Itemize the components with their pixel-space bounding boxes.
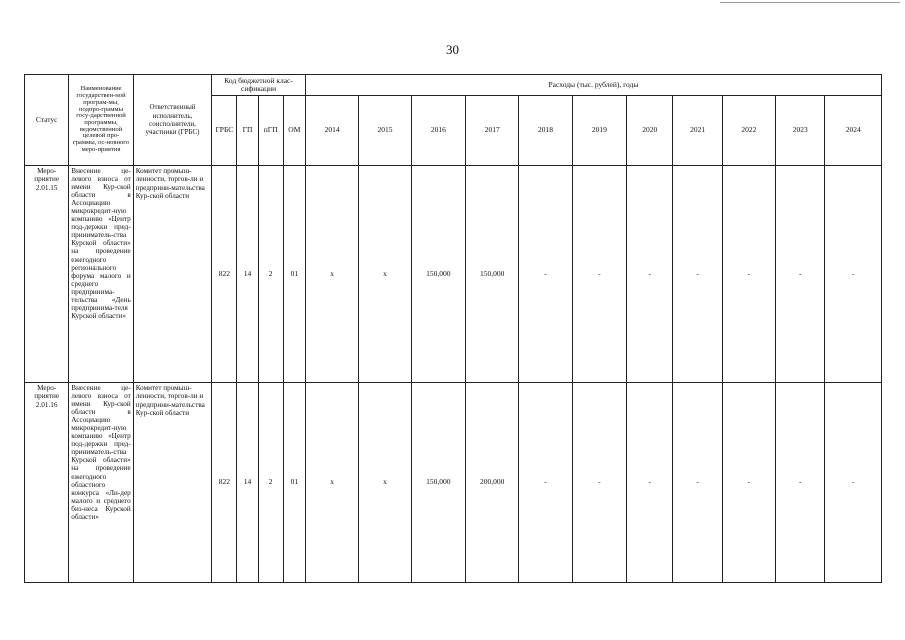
header-status: Статус xyxy=(25,75,69,166)
header-year-2018: 2018 xyxy=(519,96,572,166)
row-value-2018: - xyxy=(519,166,572,383)
header-year-2022: 2022 xyxy=(722,96,775,166)
row-value-2023: - xyxy=(776,383,825,583)
row-code-pgp: 2 xyxy=(258,383,283,583)
row-value-2016: 150,000 xyxy=(411,383,465,583)
row-code-pgp: 2 xyxy=(258,166,283,383)
row-value-2020: - xyxy=(627,166,673,383)
row-value-2020: - xyxy=(627,383,673,583)
header-year-2023: 2023 xyxy=(776,96,825,166)
row-value-2023: - xyxy=(776,166,825,383)
header-year-2016: 2016 xyxy=(411,96,465,166)
header-expenses: Расходы (тыс. рублей), годы xyxy=(305,75,881,96)
row-code-om: 01 xyxy=(283,383,305,583)
row-value-2015: х xyxy=(359,166,411,383)
table-row xyxy=(25,166,882,383)
row-status: Меро-приятие 2.01.16 xyxy=(25,383,69,583)
row-name: Внесение це-левого взноса от имени Кур-ской области в Ассоциацию микрокредит-ную компанию «Центр под-держки пред-приниматель-ства Курской области» на проведение ежегодного регионального форума малого и среднего предпринима-тельства «День предпринима-теля Курской области» xyxy=(69,166,133,383)
header-code-gp: ГП xyxy=(237,96,258,166)
row-value-2017: 200,000 xyxy=(466,383,519,583)
top-rule xyxy=(720,2,900,3)
header-budget-code: Код бюджетной клас-сификации xyxy=(212,75,306,96)
header-year-2017: 2017 xyxy=(466,96,519,166)
header-year-2024: 2024 xyxy=(825,96,882,166)
row-value-2022: - xyxy=(722,383,775,583)
header-executor: Ответственный исполнитель, соисполнители, участники (ГРБС) xyxy=(133,75,212,166)
row-value-2015: х xyxy=(359,383,411,583)
page-number: 30 xyxy=(446,42,459,57)
budget-table xyxy=(24,74,882,583)
header-year-2014: 2014 xyxy=(305,96,358,166)
header-year-2015: 2015 xyxy=(359,96,411,166)
row-code-gp: 14 xyxy=(237,166,258,383)
row-value-2017: 150,000 xyxy=(466,166,519,383)
table-row xyxy=(25,383,882,583)
row-code-om: 01 xyxy=(283,166,305,383)
row-value-2018: - xyxy=(519,383,572,583)
row-value-2024: - xyxy=(825,166,882,383)
header-year-2020: 2020 xyxy=(627,96,673,166)
header-code-pgp: пГП xyxy=(258,96,283,166)
row-value-2021: - xyxy=(673,166,722,383)
row-executor: Комитет промыш-ленности, торгов-ли и предприни-мательства Кур-ской области xyxy=(133,166,212,383)
row-code-grbs: 822 xyxy=(212,383,237,583)
row-code-grbs: 822 xyxy=(212,166,237,383)
row-value-2016: 150,000 xyxy=(411,166,465,383)
row-code-gp: 14 xyxy=(237,383,258,583)
row-value-2021: - xyxy=(673,383,722,583)
header-program-name: Наименование государствен-ной програм-мы, подпро-граммы госу-дарственной программы, ведомственной целевой про-граммы, ос-новного меро-приятия xyxy=(69,75,133,166)
header-year-2021: 2021 xyxy=(673,96,722,166)
header-code-grbs: ГРБС xyxy=(212,96,237,166)
row-value-2024: - xyxy=(825,383,882,583)
row-executor: Комитет промыш-ленности, торгов-ли и предприни-мательства Кур-ской области xyxy=(133,383,212,583)
header-year-2019: 2019 xyxy=(572,96,626,166)
header-row-1 xyxy=(25,75,882,96)
row-value-2022: - xyxy=(722,166,775,383)
row-status: Меро-приятие 2.01.15 xyxy=(25,166,69,383)
row-value-2019: - xyxy=(572,383,626,583)
header-code-om: ОМ xyxy=(283,96,305,166)
row-value-2014: х xyxy=(305,383,358,583)
row-name: Внесение це-левого взноса от имени Кур-ской области в Ассоциацию микрокредит-ную компанию «Центр под-держки пред-приниматель-ства Курской области» на проведение ежегодного областного конкурса «Ли-дер малого и среднего биз-неса Курской области» xyxy=(69,383,133,583)
row-value-2014: х xyxy=(305,166,358,383)
row-value-2019: - xyxy=(572,166,626,383)
